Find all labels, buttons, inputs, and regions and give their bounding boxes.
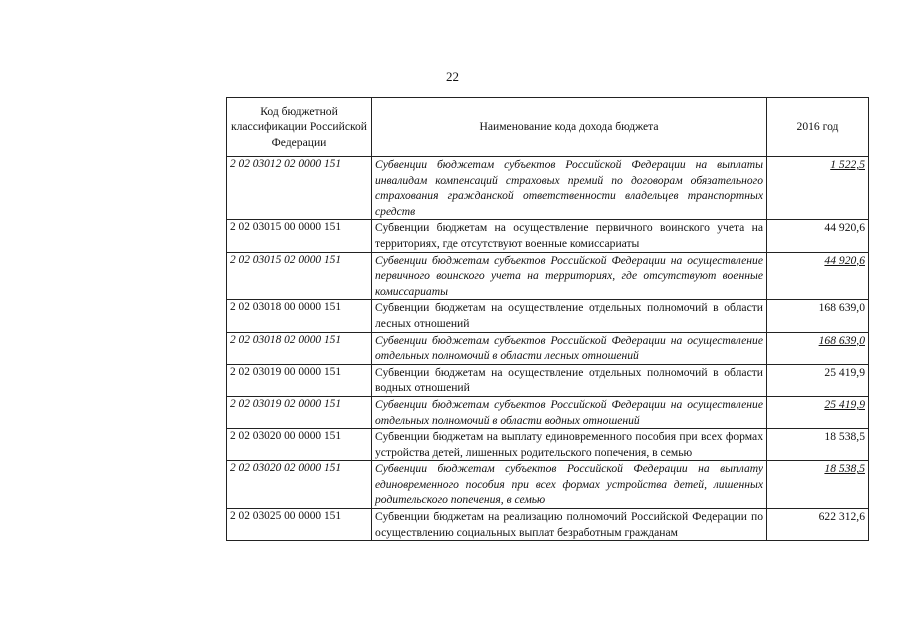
row-value-cell <box>767 332 869 364</box>
page-number: 22 <box>446 69 459 84</box>
header-name: Наименование кода дохода бюджета <box>372 98 767 157</box>
row-value: 18 538,5 <box>824 430 865 444</box>
row-value: 622 312,6 <box>818 510 865 524</box>
table-header-row <box>227 98 869 157</box>
row-value: 168 639,0 <box>818 301 865 315</box>
row-value: 18 538,5 <box>824 462 865 476</box>
row-value: 44 920,6 <box>824 253 865 267</box>
row-value-cell <box>767 364 869 396</box>
row-code: 2 02 03015 00 0000 151 <box>227 220 372 252</box>
row-code: 2 02 03018 02 0000 151 <box>227 332 372 364</box>
row-code: 2 02 03019 02 0000 151 <box>227 396 372 428</box>
row-code: 2 02 03020 00 0000 151 <box>227 429 372 461</box>
row-value-cell <box>767 461 869 509</box>
table-row <box>227 157 869 220</box>
row-code: 2 02 03018 00 0000 151 <box>227 300 372 332</box>
row-name: Субвенции бюджетам на реализацию полномочий Российской Федерации по осуществлению социальных выплат безработным гражданам <box>372 509 767 541</box>
table-row <box>227 364 869 396</box>
row-name: Субвенции бюджетам на выплату единовременного пособия при всех формах устройства детей, лишенных родительского попечения, в семью <box>372 429 767 461</box>
row-code: 2 02 03019 00 0000 151 <box>227 364 372 396</box>
row-code: 2 02 03025 00 0000 151 <box>227 509 372 541</box>
header-code: Код бюджетной классификации Российской Федерации <box>227 98 372 157</box>
row-name: Субвенции бюджетам субъектов Российской Федерации на выплаты инвалидам компенсаций страховых премий по договорам обязательного страхования гражданской ответственности владельцев транспортных средств <box>372 157 767 220</box>
row-value-cell <box>767 220 869 252</box>
table-row <box>227 509 869 541</box>
row-value: 44 920,6 <box>824 221 865 235</box>
table-row <box>227 252 869 300</box>
row-name: Субвенции бюджетам субъектов Российской Федерации на осуществление отдельных полномочий в области лесных отношений <box>372 332 767 364</box>
row-value: 168 639,0 <box>818 333 865 347</box>
row-name: Субвенции бюджетам на осуществление отдельных полномочий в области водных отношений <box>372 364 767 396</box>
table-row <box>227 300 869 332</box>
row-value: 25 419,9 <box>824 365 865 379</box>
row-value-cell <box>767 252 869 300</box>
row-value-cell <box>767 300 869 332</box>
row-name: Субвенции бюджетам субъектов Российской Федерации на осуществление отдельных полномочий в области водных отношений <box>372 396 767 428</box>
row-name: Субвенции бюджетам субъектов Российской Федерации на осуществление первичного воинского учета на территориях, где отсутствуют военные комиссариаты <box>372 252 767 300</box>
row-value-cell <box>767 509 869 541</box>
row-value-cell <box>767 396 869 428</box>
table-row <box>227 396 869 428</box>
row-code: 2 02 03012 02 0000 151 <box>227 157 372 220</box>
table-row <box>227 429 869 461</box>
row-name: Субвенции бюджетам субъектов Российской Федерации на выплату единовременного пособия при всех формах устройства детей, лишенных родительского попечения, в семью <box>372 461 767 509</box>
row-name: Субвенции бюджетам на осуществление отдельных полномочий в области лесных отношений <box>372 300 767 332</box>
row-value-cell <box>767 157 869 220</box>
header-year: 2016 год <box>767 98 869 157</box>
row-value-cell <box>767 429 869 461</box>
row-code: 2 02 03020 02 0000 151 <box>227 461 372 509</box>
row-name: Субвенции бюджетам на осуществление первичного воинского учета на территориях, где отсутствуют военные комиссариаты <box>372 220 767 252</box>
budget-income-table <box>226 97 869 541</box>
row-value: 25 419,9 <box>824 397 865 411</box>
row-code: 2 02 03015 02 0000 151 <box>227 252 372 300</box>
table-row <box>227 461 869 509</box>
table-row <box>227 220 869 252</box>
table-row <box>227 332 869 364</box>
row-value: 1 522,5 <box>830 158 865 171</box>
